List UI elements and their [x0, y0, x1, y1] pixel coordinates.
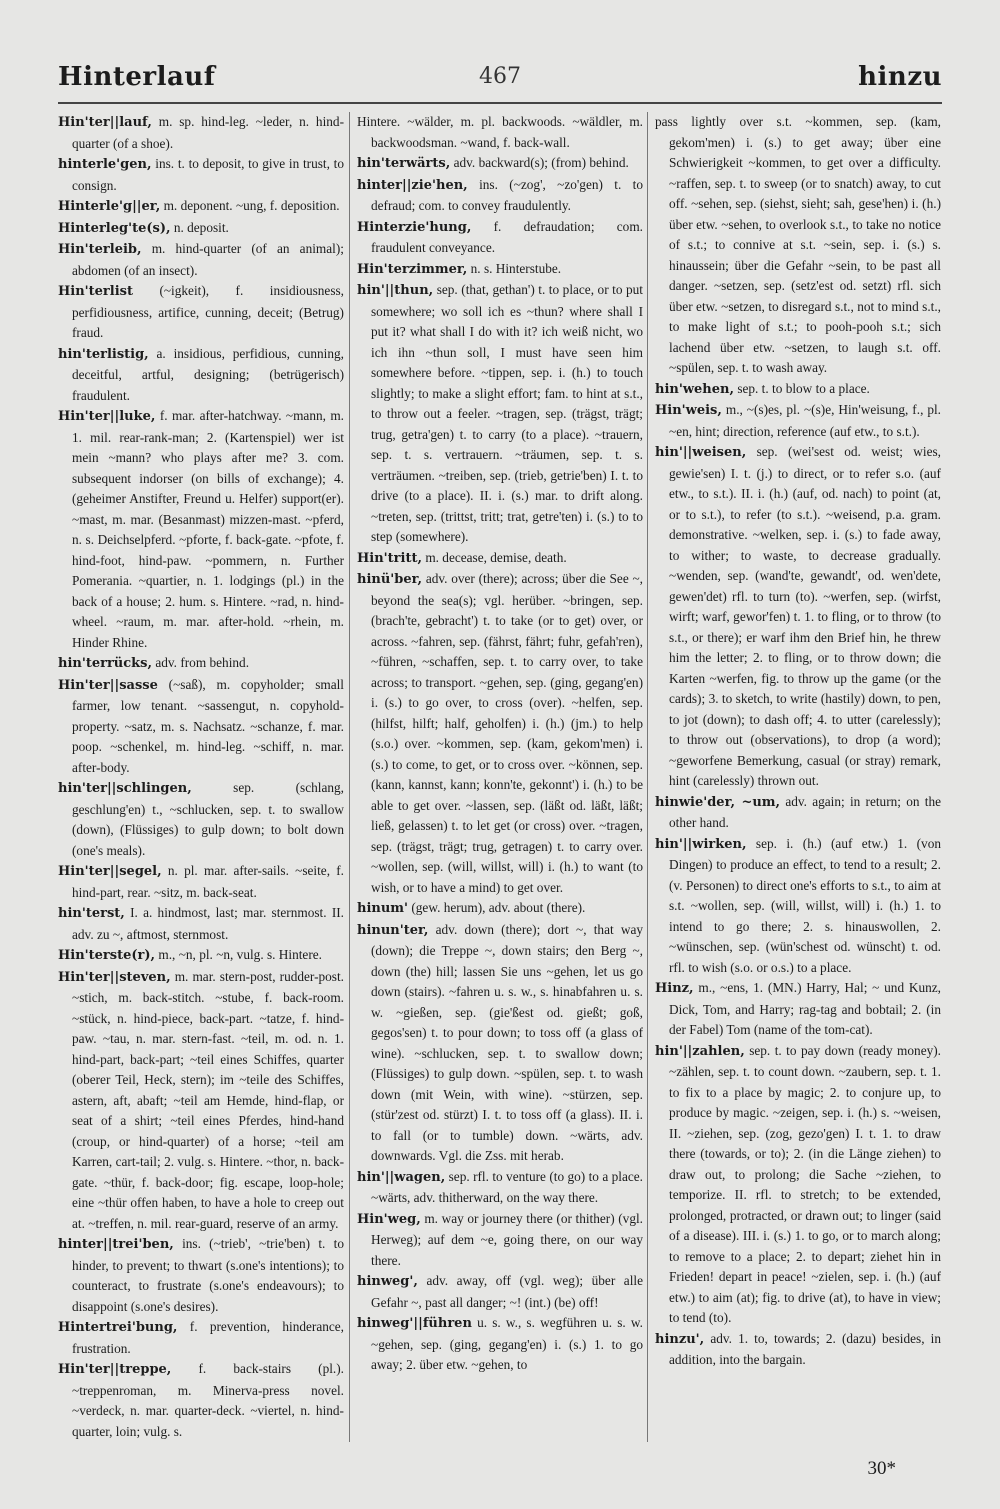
dictionary-entry: [357, 1313, 643, 1376]
dictionary-entry: [357, 548, 643, 570]
entry-headword: Hin'terste(r),: [58, 948, 156, 963]
entry-headword: hin'wehen,: [655, 381, 734, 397]
dictionary-entry: [58, 945, 344, 967]
entry-definition: adv. from behind.: [155, 655, 250, 670]
entry-definition: (~saß), m. copyholder; small farmer, low tenant. ~sassengut, n. copyhold-property. ~satz, m. s. Nachsatz. ~schanze, f. mar. poop. ~schenkel, m. hind-leg. ~schiff, n. mar. after-body.: [72, 676, 344, 775]
dictionary-entry: [58, 778, 344, 861]
dictionary-entry: [655, 978, 941, 1041]
entry-definition: n. pl. mar. after-sails. ~seite, f. hind-part, rear. ~sitz, m. back-seat.: [72, 863, 344, 900]
entry-headword: Hin'tritt,: [357, 550, 422, 566]
dictionary-entry: [357, 280, 643, 548]
entry-definition: pass lightly over s.t. ~kommen, sep. (kam, gekom'men) i. (s.) to get away; über eine Schwierigkeit ~kommen, to get over a difficulty. ~raffen, sep. t. to sweep (or to snatch) away, to cut off. ~sehen, sep. (siehst, sieht; sah, gese'hen) i. (h.) über etw. ~sehen, to overlook s.t., to take no notice of s.t.; to connive at s.t. ~sein, sep. i. (s.) s. hinaussein; über die Gefahr ~sein, to be past all danger. ~setzen, sep. (setz'est od. setzt) rfl. sich über etw. ~setzen, to disregard s.t., not to mind s.t., to make light of s.t.; to pooh-pooh s.t.; sich lachend über etw. ~setzen, to laugh s.t. off. ~spülen, sep. t. to wash away.: [655, 114, 941, 375]
dictionary-entry: [357, 259, 643, 281]
dictionary-entry: [655, 1329, 941, 1371]
entry-headword: hin'ter||schlingen,: [58, 781, 192, 796]
entry-definition: ins. t. to deposit, to give in trust, to consign.: [72, 156, 344, 193]
column-2: [357, 112, 643, 1442]
dictionary-entry: [58, 861, 344, 903]
entry-headword: hinweg',: [357, 1274, 418, 1289]
entry-headword: Hin'ter||segel,: [58, 864, 162, 879]
entry-definition: ins. (~zog', ~zo'gen) t. to defraud; com. to convey fraudulently.: [371, 176, 643, 213]
entry-headword: Hinterle'g||er,: [58, 199, 161, 214]
entry-definition: sep. i. (h.) (auf etw.) 1. (von Dingen) to produce an effect, to tend to a result; 2. (v. Personen) to direct one's efforts to s.t., to aim at s.t. ~wollen, sep. (will, willst, will) i. (h.) 1. to intend to go there; 2. s. hinauswollen, 2. ~wünschen, sep. (wün'schest od. wünscht) t. od. rfl. to wish (s.o. or o.s.) to a place.: [669, 835, 941, 975]
entry-headword: Hinz,: [655, 981, 694, 996]
column-1: [58, 112, 344, 1442]
entry-headword: Hin'weis,: [655, 403, 722, 418]
dictionary-entry: [655, 379, 941, 401]
dictionary-entry: [655, 112, 941, 379]
entry-headword: Hinterleg'te(s),: [58, 220, 171, 236]
dictionary-entry: [58, 344, 344, 407]
dictionary-entry: [58, 239, 344, 281]
dictionary-entry: [655, 834, 941, 979]
column-divider: [647, 112, 648, 1442]
entry-definition: adv. away, off (vgl. weg); über alle Gefahr ~, past all danger; ~! (int.) (be) off!: [371, 1273, 643, 1310]
dictionary-entry: [357, 1271, 643, 1313]
entry-definition: n. s. Hinterstube.: [470, 260, 562, 276]
entry-definition: m., ~(s)es, pl. ~(s)e, Hin'weisung, f., pl. ~en, hint; direction, reference (auf etw., to s.t.).: [669, 402, 941, 439]
entry-headword: hinterle'gen,: [58, 157, 152, 172]
entry-headword: hin'||weisen,: [655, 445, 747, 460]
dictionary-entry: [58, 1234, 344, 1317]
dictionary-entry: [58, 154, 344, 196]
entry-headword: Hinterzie'hung,: [357, 219, 472, 235]
dictionary-entry: [357, 898, 643, 920]
entry-headword: hin'||zahlen,: [655, 1043, 745, 1059]
entry-definition: f. defraudation; com. fraudulent conveyance.: [371, 218, 643, 255]
entry-definition: sep. (wei'sest od. weist; wies, gewie'sen) I. t. (j.) to direct, or to refer s.o. (auf etw., to s.t.). II. i. (h.) (auf, od. nach) to point (at, or to s.t.), to refer (to s.t.). ~weisend, p.a. gram. demonstrative. ~welken, sep. i. (s.) to fade away, to wither; to waste, to decrease gradually. ~wenden, sep. (wand'te, gewandt', od. wen'dete, gewen'det) rfl. to turn (to). ~werfen, sep. (wirfst, wirft; warf, gewor'fen) t. 1. to fling, or to throw (to s.t., or there); er warf ihm den Brief hin, he threw him the letter; 2. to fling, or to throw down; die Karten ~werfen, fig. to throw up the game (or the cards); 3. to sketch, to write (hastily) down, to pen, to jot (down); to dash off; 4. to utter (carelessly); to throw out (observations), to drop (a word); ~geworfene Bemerkung, casual (or stray) remark, hint (carelessly) thrown out.: [669, 444, 941, 788]
dictionary-entry: [655, 442, 941, 792]
signature-mark: 30*: [867, 1458, 896, 1479]
entry-definition: m., ~n, pl. ~n, vulg. s. Hintere.: [158, 947, 322, 962]
entry-definition: I. a. hindmost, last; mar. sternmost. II. adv. zu ~, aftmost, sternmost.: [72, 905, 344, 942]
entry-definition: (~igkeit), f. insidiousness, perfidiousness, artifice, cunning, deceit; (Betrug) fraud.: [72, 283, 344, 340]
entry-headword: hinter||trei'ben,: [58, 1237, 174, 1252]
running-head-left: Hinterlauf: [58, 62, 216, 92]
entry-headword: hin'terst,: [58, 906, 125, 921]
entry-headword: hinun'ter,: [357, 922, 429, 938]
entry-definition: m. sp. hind-leg. ~leder, n. hind-quarter (of a shoe).: [72, 114, 344, 151]
entry-definition: sep. t. to blow to a place.: [737, 380, 870, 396]
dictionary-entry: [58, 112, 344, 154]
entry-definition: f. mar. after-hatchway. ~mann, m. 1. mil. rear-rank-man; 2. (Kartenspiel) wer ist mein ~mann? who plays after me? 3. com. subsequent indorser (on bills of exchange); 4. (geheimer Anstifter, Freund u. Helfer) support(er). ~mast, m. mar. (Besanmast) mizzen-mast. ~pferd, n. s. Deichselpferd. ~pforte, f. back-gate. ~pfote, f. hind-foot, hind-paw. ~pommern, n. Further Pomerania. ~quartier, n. 1. lodgings (pl.) in the back of a house; 2. hum. s. Hintere. ~rad, n. hind-wheel. ~raum, m. mar. after-hold. ~rhein, m. Hinder Rhine.: [72, 408, 344, 650]
dictionary-entry: [655, 792, 941, 834]
entry-headword: Hin'terlist: [58, 284, 133, 299]
entry-headword: Hin'ter||sasse: [58, 677, 158, 693]
entry-definition: sep. rfl. to venture (to go) to a place. ~wärts, adv. thitherward, on the way there.: [371, 1168, 643, 1205]
dictionary-entry: [58, 406, 344, 653]
entry-definition: m. hind-quarter (of an animal); abdomen (of an insect).: [72, 241, 344, 278]
entry-headword: Hin'ter||treppe,: [58, 1362, 172, 1377]
entry-definition: f. prevention, hinderance, frustration.: [72, 1319, 344, 1356]
column-divider: [349, 112, 350, 1442]
page-number: 467: [479, 64, 521, 89]
entry-definition: (gew. herum), adv. about (there).: [411, 900, 586, 915]
entry-headword: hin'||thun,: [357, 283, 434, 298]
column-3: [655, 112, 941, 1442]
entry-definition: n. deposit.: [173, 219, 229, 235]
dictionary-entry: [357, 112, 643, 153]
dictionary-entry: [655, 1041, 941, 1329]
entry-headword: Hin'ter||luke,: [58, 409, 156, 424]
entry-definition: adv. again; in return; on the other hand.: [669, 793, 941, 830]
dictionary-entry: [357, 175, 643, 217]
entry-headword: hin'||wirken,: [655, 836, 747, 852]
dictionary-entry: [58, 281, 344, 344]
entry-headword: hin'terwärts,: [357, 156, 451, 171]
entry-definition: f. back-stairs (pl.). ~treppenroman, m. Minerva-press novel. ~verdeck, n. mar. quarter-deck. ~viertel, n. hind-quarter, loin; vulg. s.: [72, 1361, 344, 1439]
dictionary-entry: [655, 400, 941, 442]
entry-headword: hinweg'||führen: [357, 1316, 472, 1331]
dictionary-entry: [58, 967, 344, 1235]
entry-headword: Hin'terleib,: [58, 242, 142, 257]
entry-definition: adv. 1. to, towards; 2. (dazu) besides, in addition, into the bargain.: [669, 1330, 941, 1367]
dictionary-entry: [58, 653, 344, 675]
entry-headword: hin'terlistig,: [58, 346, 149, 362]
dictionary-entry: [58, 196, 344, 218]
dictionary-entry: [357, 1167, 643, 1209]
entry-definition: a. insidious, perfidious, cunning, deceitful, artful, designing; (betrügerisch) fraudulent.: [72, 345, 344, 403]
entry-headword: Hin'weg,: [357, 1211, 421, 1227]
entry-definition: adv. over (there); across; über die See ~, beyond the sea(s); vgl. herüber. ~bringen, sep. (brach'te, gebracht') t. to take (or to get) over, or across. ~fahren, sep. (fährst, fährt; fuhr, gefah'ren), ~führen, ~schaffen, sep. t. to carry over, to take across; to transport. ~gehen, sep. (ging, gegang'en) i. (s.) to go over, to cross (over). ~helfen, sep. (hilfst, hilft; half, geholfen) i. (h.) (jm.) to help (s.o.) over. ~kommen, sep. (kam, gekom'men) i. (s.) to come, to get, or to cross over. ~können, sep. (kann, kannst, kann; konn'te, gekonnt') i. (h.) to be able to get over. ~lassen, sep. (läßt od. läßt, läßt; ließ, gelassen) t. to let get (or cross) over. ~tragen, sep. (trägst, trägt; trug, getragen) t. to carry over. ~wollen, sep. (will, willst, will) i. (h.) to want (to wish, or to have a mind) to get over.: [371, 571, 643, 895]
entry-headword: hinter||zie'hen,: [357, 177, 468, 193]
entry-headword: hin'terrücks,: [58, 656, 153, 671]
dictionary-entry: [58, 903, 344, 945]
entry-definition: Hintere. ~wälder, m. pl. backwoods. ~wäldler, m. backwoodsman. ~wand, f. back-wall.: [357, 114, 643, 150]
running-head-right: hinzu: [858, 62, 942, 92]
entry-headword: Hin'ter||steven,: [58, 969, 171, 985]
entry-definition: sep. t. to pay down (ready money). ~zählen, sep. t. to count down. ~zaubern, sep. t. 1. to fix to a place by magic; 2. to conjure up, to produce by magic. ~zeigen, sep. i. (h.) s. ~weisen, II. ~ziehen, sep. (zog, gezo'gen) I. t. 1. to draw there (towards, or to); 2. (in die Länge ziehen) to draw out, to prolong; die Sache ~ziehen, to temporize. II. rfl. to stretch; to be extended, prolonged, protracted, or drawn out; to linger (said of a disease). III. i. (s.) 1. to go, or to march along; to remove to a place; 2. to depart; ziehet hin in Frieden! depart in peace! ~zielen, sep. i. (h.) (auf etw.) to aim (at); fig. to drive (at), to have in view; to tend (to).: [669, 1042, 941, 1325]
entry-definition: m. way or journey there (or thither) (vgl. Herweg); auf dem ~e, going there, on our way there.: [371, 1210, 643, 1268]
entry-definition: m., ~ens, 1. (MN.) Harry, Hal; ~ und Kunz, Dick, Tom, and Harry; rag-tag and bobtail; 2. (in der Fabel) Tom (name of the tom-cat).: [669, 980, 941, 1037]
header-rule: [58, 102, 942, 104]
entry-definition: sep. (schlang, geschlung'en) t., ~schlucken, sep. t. to swallow (down), (Flüssiges) to gulp down; to bolt down (one's meals).: [72, 780, 344, 858]
dictionary-entry: [58, 1317, 344, 1359]
entry-headword: Hin'ter||lauf,: [58, 115, 152, 130]
page-header: [58, 62, 942, 102]
entry-headword: Hintertrei'bung,: [58, 1320, 178, 1335]
dictionary-entry: [357, 920, 643, 1167]
entry-headword: hinwie'der, ~um,: [655, 794, 781, 810]
dictionary-entry: [357, 569, 643, 898]
entry-definition: ins. (~trieb', ~trie'ben) t. to hinder, to prevent; to thwart (s.one's intentions); to counteract, to frustrate (s.one's endeavours); to disappoint (s.one's desires).: [72, 1236, 344, 1314]
entry-headword: hinü'ber,: [357, 572, 423, 587]
entry-headword: hinum': [357, 901, 409, 916]
entry-definition: sep. (that, gethan') t. to place, or to put somewhere; wo soll ich es ~thun? where shall I put it? what shall I do with it? ich weiß nicht, wo ich ihn ~thun soll, I must have seen him somewhere before. ~tippen, sep. i. (h.) to touch slightly; to make a slight effort; fam. to hint at s.t., to throw out a feeler. ~tragen, sep. (trägst, trägt; trug, getra'gen) t. to carry (to a place). ~trauern, sep. t. s. vertrauern. ~träumen, sep. t. s. verträumen. ~treiben, sep. (trieb, getrie'ben) I. t. to drive (to a place). II. i. (s.) mar. to drift along. ~treten, sep. (trittst, tritt; trat, getre'ten) i. (s.) to to step (somewhere).: [371, 282, 643, 544]
dictionary-entry: [58, 1359, 344, 1442]
dictionary-entry: [58, 218, 344, 240]
dictionary-entry: [357, 217, 643, 259]
entry-definition: m. deponent. ~ung, f. deposition.: [163, 198, 340, 213]
entry-definition: u. s. w., s. wegführen u. s. w. ~gehen, sep. (ging, gegang'en) i. (s.) 1. to go away; 2. über etw. ~gehen, to: [371, 1315, 643, 1372]
dictionary-entry: [357, 1209, 643, 1272]
entry-definition: m. mar. stern-post, rudder-post. ~stich, m. back-stitch. ~stube, f. back-room. ~stück, n. hind-piece, back-part. ~tatze, f. hind-paw. ~tau, n. mar. stern-fast. ~teil, m. od. n. 1. hind-part, back-part; ~teil eines Schiffes, quarter (oberer Teil, Heck, stern); im ~teile des Schiffes, astern, aft, abaft; ~teil am Hemde, hind-flap, or seat of a shirt; ~teil eines Pferdes, hind-hand (croup, or hind-quarter) of a horse; ~teil am Karren, cart-tail; 2. vulg. s. Hintere. ~thor, n. back-gate. ~thür, f. back-door; fig. escape, loop-hole; eine ~thür offen haben, to have a hole to creep out at. ~treffen, n. mil. rear-guard, reserve of an army.: [72, 968, 344, 1231]
entry-headword: hin'||wagen,: [357, 1169, 446, 1185]
entry-headword: Hin'terzimmer,: [357, 261, 468, 277]
entry-definition: adv. down (there); dort ~, that way (down); die Treppe ~, down stairs; den Berg ~, down (the) hill; lassen Sie uns ~gehen, let us go down (stairs). ~fahren u. s. w., s. hinabfahren u. s. w. ~gießen, sep. (gie'ßest od. gießt; goß, gegos'sen) t. to pour down; to toss off (a glass of wine). ~schlucken, sep. t. to swallow down; (Flüssiges) to gulp down. ~spülen, sep. t. to wash down (mit Wein, with wine). ~stürzen, sep. (stür'zest od. stürzt) I. t. to toss off (a glass). II. i. to fall (or to tumble) down. ~wärts, adv. downwards. Vgl. die Zss. mit herab.: [371, 921, 643, 1163]
entry-definition: m. decease, demise, death.: [425, 549, 567, 565]
dictionary-entry: [58, 675, 344, 779]
entry-headword: hinzu',: [655, 1331, 705, 1347]
dictionary-entry: [357, 153, 643, 175]
entry-definition: adv. backward(s); (from) behind.: [453, 155, 629, 170]
